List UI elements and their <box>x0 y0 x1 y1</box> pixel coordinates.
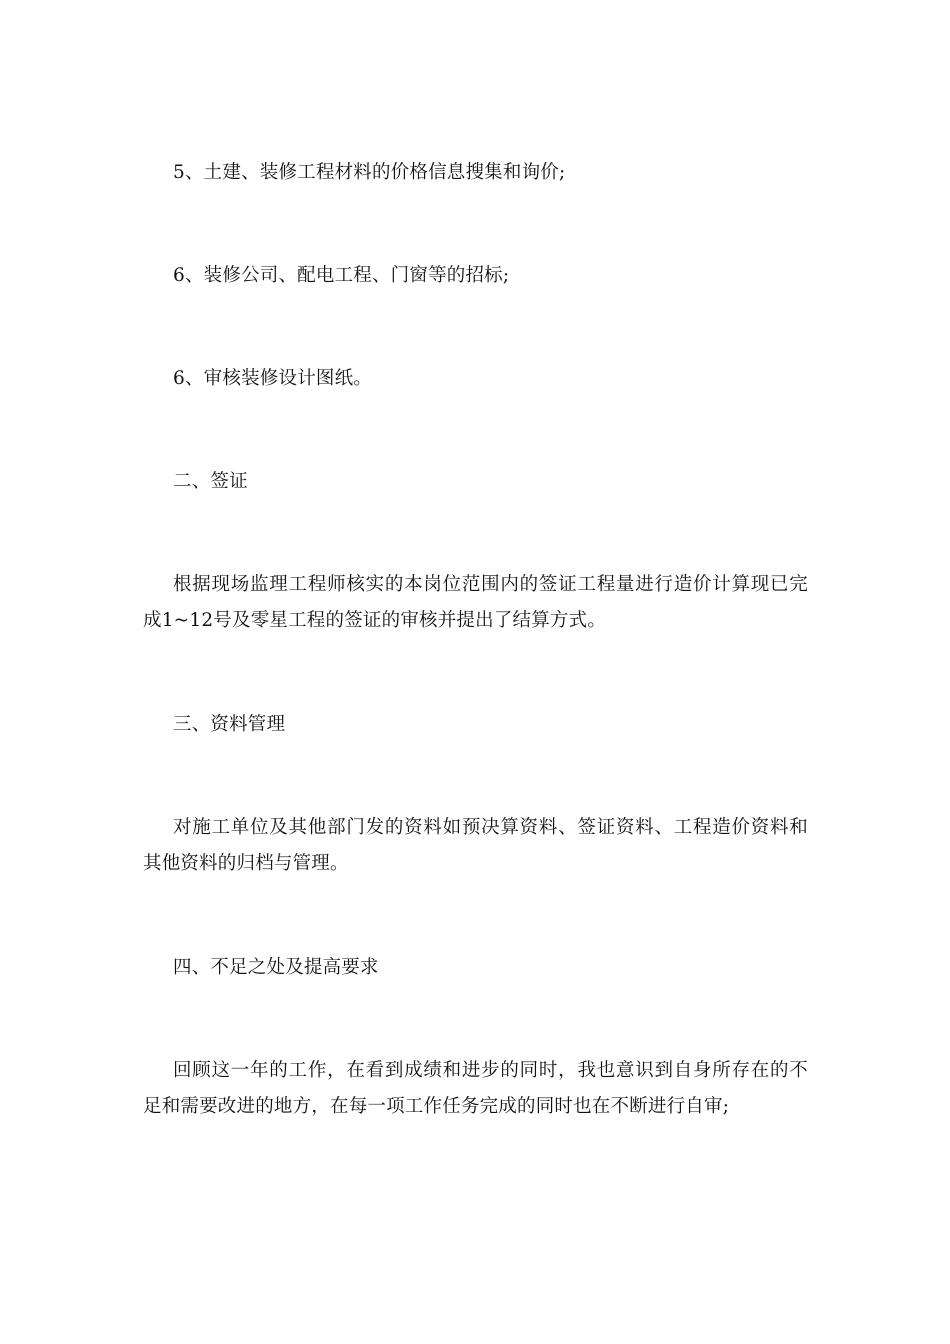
list-item-material-price-inquiry: 5、土建、装修工程材料的价格信息搜集和询价; <box>173 162 566 183</box>
list-item-drawing-review: 6、审核装修设计图纸。 <box>173 368 372 389</box>
section-heading-records-management: 三、资料管理 <box>173 714 286 735</box>
paragraph-visa-body: 根据现场监理工程师核实的本岗位范围内的签证工程量进行造价计算现已完成1~12号及零星工程的签证的审核并提出了结算方式。 <box>143 574 808 631</box>
paragraph-review-body: 回顾这一年的工作，在看到成绩和进步的同时，我也意识到自身所存在的不足和需要改进的地方，在每一项工作任务完成的同时也在不断进行自审; <box>143 1060 808 1117</box>
section-heading-visa: 二、签证 <box>173 471 248 492</box>
list-item-tendering: 6、装修公司、配电工程、门窗等的招标; <box>173 265 510 286</box>
paragraph-records-body: 对施工单位及其他部门发的资料如预决算资料、签证资料、工程造价资料和其他资料的归档与管理。 <box>143 817 808 874</box>
section-heading-shortcomings: 四、不足之处及提高要求 <box>173 957 379 978</box>
